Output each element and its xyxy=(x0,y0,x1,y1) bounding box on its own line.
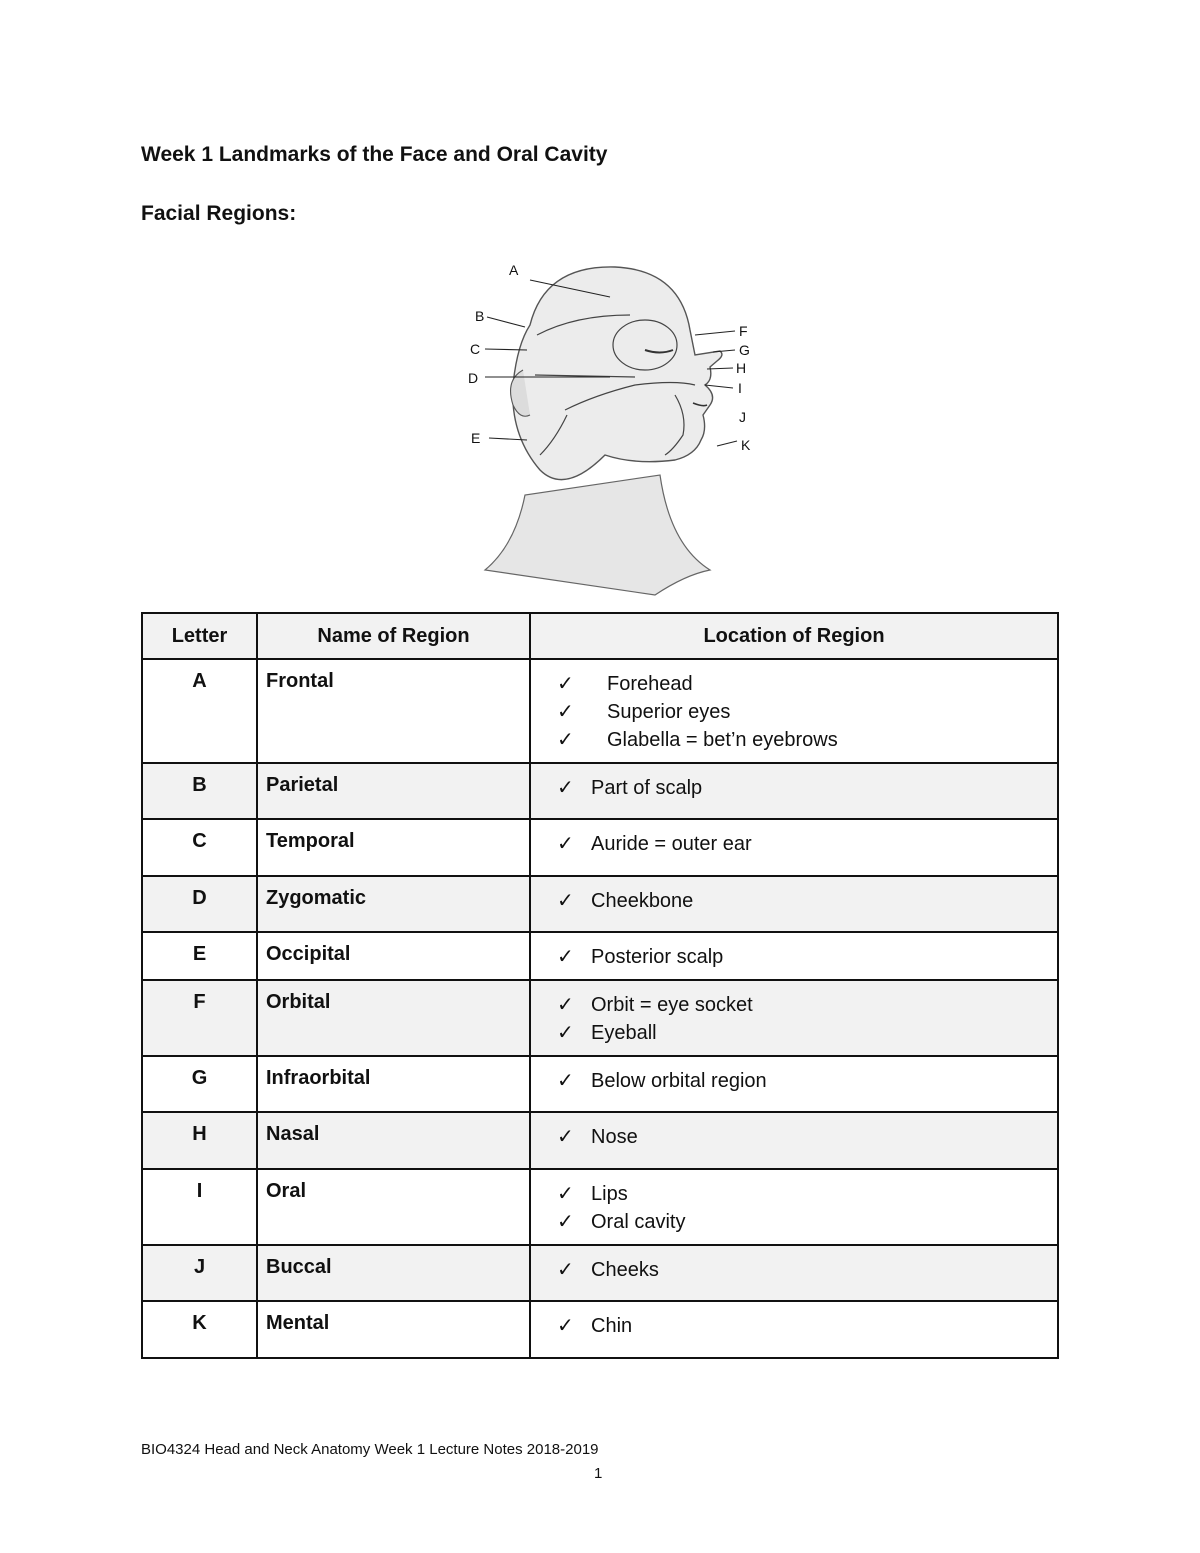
location-item xyxy=(557,670,1049,698)
table-row xyxy=(142,819,1058,876)
location-text: Auride = outer ear xyxy=(591,833,752,855)
regions-table xyxy=(141,612,1059,1359)
location-list xyxy=(539,1312,1049,1340)
region-location-cell xyxy=(530,763,1058,819)
location-item xyxy=(557,774,1049,802)
checkmark-icon: ✓ xyxy=(557,946,574,968)
location-text: Forehead xyxy=(607,673,693,695)
region-name: Infraorbital xyxy=(257,1056,530,1112)
region-name: Orbital xyxy=(257,980,530,1056)
location-text: Eyeball xyxy=(591,1022,657,1044)
region-letter: E xyxy=(142,932,257,980)
location-text: Part of scalp xyxy=(591,777,703,799)
checkmark-icon: ✓ xyxy=(557,833,574,855)
location-text: Posterior scalp xyxy=(591,946,724,968)
location-list xyxy=(539,774,1049,802)
location-item xyxy=(557,1312,1049,1340)
figure-label-i: I xyxy=(738,380,742,396)
region-location-cell xyxy=(530,1169,1058,1245)
location-text: Below orbital region xyxy=(591,1070,767,1092)
checkmark-icon: ✓ xyxy=(557,777,574,799)
figure-label-a: A xyxy=(509,262,519,278)
location-list xyxy=(539,1180,1049,1236)
checkmark-icon: ✓ xyxy=(557,1070,574,1092)
region-letter: D xyxy=(142,876,257,932)
region-letter: H xyxy=(142,1112,257,1169)
region-name: Buccal xyxy=(257,1245,530,1301)
region-name: Oral xyxy=(257,1169,530,1245)
location-list xyxy=(539,991,1049,1047)
region-name: Mental xyxy=(257,1301,530,1358)
location-item xyxy=(557,943,1049,971)
figure-label-b: B xyxy=(475,308,485,324)
region-location-cell xyxy=(530,819,1058,876)
figure-label-g: G xyxy=(739,342,750,358)
region-location-cell xyxy=(530,876,1058,932)
region-name: Nasal xyxy=(257,1112,530,1169)
table-row xyxy=(142,1245,1058,1301)
checkmark-icon: ✓ xyxy=(557,1183,574,1205)
location-item xyxy=(557,830,1049,858)
location-text: Cheeks xyxy=(591,1259,659,1281)
checkmark-icon: ✓ xyxy=(557,1315,574,1337)
location-text: Cheekbone xyxy=(591,890,694,912)
region-letter: B xyxy=(142,763,257,819)
location-item xyxy=(557,991,1049,1019)
location-text: Glabella = bet’n eyebrows xyxy=(607,729,838,751)
location-text: Chin xyxy=(591,1315,633,1337)
checkmark-icon: ✓ xyxy=(557,673,574,695)
region-location-cell xyxy=(530,932,1058,980)
table-row xyxy=(142,1169,1058,1245)
location-list xyxy=(539,1256,1049,1284)
table-header-row xyxy=(142,613,1058,659)
location-item xyxy=(557,1019,1049,1047)
figure-label-k: K xyxy=(741,437,751,453)
table-row xyxy=(142,980,1058,1056)
figure-label-d: D xyxy=(468,370,479,386)
checkmark-icon: ✓ xyxy=(557,729,574,751)
location-item xyxy=(557,726,1049,754)
location-list xyxy=(539,887,1049,915)
head-illustration xyxy=(455,255,775,605)
figure-label-e: E xyxy=(471,430,481,446)
location-item xyxy=(557,1123,1049,1151)
figure-label-h: H xyxy=(736,360,747,376)
figure-label-f: F xyxy=(739,323,748,339)
column-header-name: Name of Region xyxy=(257,613,530,659)
location-text: Oral cavity xyxy=(591,1211,686,1233)
region-name: Temporal xyxy=(257,819,530,876)
location-item xyxy=(557,698,1049,726)
location-list xyxy=(539,1067,1049,1095)
region-location-cell xyxy=(530,1112,1058,1169)
region-location-cell xyxy=(530,1056,1058,1112)
table-body xyxy=(142,659,1058,1358)
page-number: 1 xyxy=(594,1465,603,1482)
figure-label-c: C xyxy=(470,341,481,357)
region-letter: C xyxy=(142,819,257,876)
column-header-location: Location of Region xyxy=(530,613,1058,659)
region-letter: F xyxy=(142,980,257,1056)
region-name: Zygomatic xyxy=(257,876,530,932)
location-item xyxy=(557,1208,1049,1236)
checkmark-icon: ✓ xyxy=(557,994,574,1016)
region-letter: A xyxy=(142,659,257,763)
location-item xyxy=(557,1067,1049,1095)
region-location-cell xyxy=(530,1301,1058,1358)
region-letter: I xyxy=(142,1169,257,1245)
location-list xyxy=(539,1123,1049,1151)
region-name: Frontal xyxy=(257,659,530,763)
facial-regions-diagram xyxy=(455,255,775,605)
region-location-cell xyxy=(530,659,1058,763)
region-name: Occipital xyxy=(257,932,530,980)
location-item xyxy=(557,887,1049,915)
figure-label-j: J xyxy=(739,409,746,425)
location-item xyxy=(557,1256,1049,1284)
checkmark-icon: ✓ xyxy=(557,890,574,912)
region-letter: J xyxy=(142,1245,257,1301)
region-letter: G xyxy=(142,1056,257,1112)
region-location-cell xyxy=(530,1245,1058,1301)
location-list xyxy=(539,830,1049,858)
location-list xyxy=(539,670,1049,754)
location-item xyxy=(557,1180,1049,1208)
table-row xyxy=(142,1112,1058,1169)
table-row xyxy=(142,932,1058,980)
location-text: Orbit = eye socket xyxy=(591,994,753,1016)
column-header-letter: Letter xyxy=(142,613,257,659)
checkmark-icon: ✓ xyxy=(557,1022,574,1044)
section-heading: Facial Regions: xyxy=(141,202,297,225)
page-title: Week 1 Landmarks of the Face and Oral Cavity xyxy=(141,143,608,166)
table-row xyxy=(142,876,1058,932)
table-row xyxy=(142,1056,1058,1112)
location-text: Lips xyxy=(591,1183,628,1205)
checkmark-icon: ✓ xyxy=(557,1259,574,1281)
checkmark-icon: ✓ xyxy=(557,1211,574,1233)
region-name: Parietal xyxy=(257,763,530,819)
checkmark-icon: ✓ xyxy=(557,1126,574,1148)
region-letter: K xyxy=(142,1301,257,1358)
table-row xyxy=(142,1301,1058,1358)
region-location-cell xyxy=(530,980,1058,1056)
location-list xyxy=(539,943,1049,971)
table-row xyxy=(142,763,1058,819)
table-row xyxy=(142,659,1058,763)
location-text: Nose xyxy=(591,1126,638,1148)
location-text: Superior eyes xyxy=(607,701,731,723)
checkmark-icon: ✓ xyxy=(557,701,574,723)
page-footer: BIO4324 Head and Neck Anatomy Week 1 Lecture Notes 2018-2019 xyxy=(141,1441,599,1458)
